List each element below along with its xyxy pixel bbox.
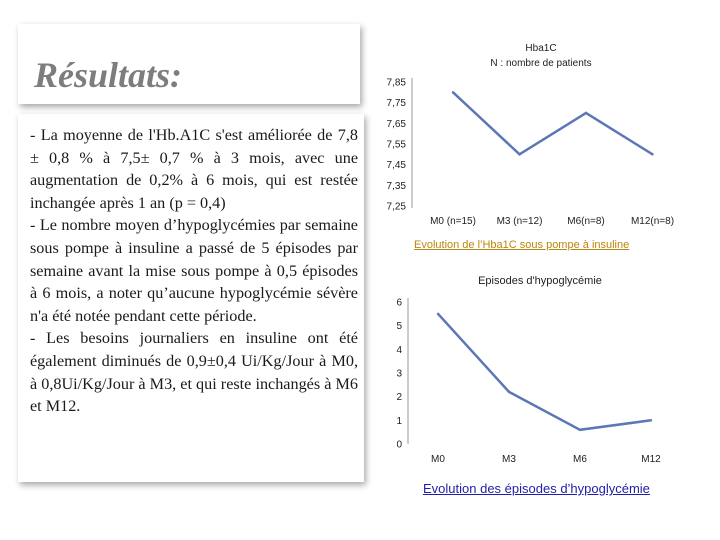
chart2-y-tick-label: 6 [396,297,402,309]
chart1-y-tick-label: 7,85 [386,77,406,89]
chart1-y-tick-label: 7,25 [386,201,406,213]
chart1-y-tick-label: 7,55 [386,139,406,151]
chart1-y-tick-label: 7,65 [386,118,406,130]
chart2-title: Episodes d'hypoglycémie [478,275,602,287]
chart1-x-tick-label: M0 (n=15) [430,216,476,227]
chart1-y-tick-label: 7,75 [386,98,406,110]
chart2-y-tick-label: 2 [396,392,402,404]
chart1-x-tick-label: M6(n=8) [567,216,605,227]
chart2-y-tick-label: 0 [396,439,402,451]
chart1-series-line [453,92,653,154]
paragraph-hba1c: - La moyenne de l'Hb.A1C s'est améliorée de 7,8 ± 0,8 % à 7,5± 0,7 % à 3 mois, avec une augmentation de 0,2% à 6 mois, qui est restée inchangée après 1 an (p = 0,4) [30,126,358,212]
chart1-y-tick-label: 7,35 [386,180,406,192]
paragraph-hypoglycemia: - Le nombre moyen d’hypoglycémies par semaine sous pompe à insuline a passé de 5 épisodes par semaine avant la mise sous pompe à 0,5 épisodes à 6 mois, a noter qu’aucune hypoglycémie sévère n'a été notée pendant cette période. [30,216,358,325]
chart-hypoglycemia [396,275,661,465]
chart2-y-tick-label: 3 [396,368,402,380]
chart2-x-tick-label: M6 [573,454,587,465]
chart2-series-line [438,314,651,430]
chart1-subtitle: N : nombre de patients [490,58,592,69]
chart2-y-tick-label: 4 [396,344,402,356]
paragraph-insulin: - Les besoins journaliers en insuline ont été également diminués de 0,9±0,4 Ui/Kg/Jour à M0, à 0,8Ui/Kg/Jour à M3, et qui reste inchangés à M6 et M12. [30,329,358,416]
chart2-y-tick-label: 1 [396,415,402,427]
chart2-x-tick-label: M12 [641,454,661,465]
chart-hba1c [387,43,675,227]
chart1-title: Hba1C [525,43,557,54]
chart2-x-tick-label: M3 [502,454,516,465]
chart2-x-tick-label: M0 [431,454,445,465]
caption-hba1c: Evolution de l’Hba1C sous pompe à insuline [414,239,630,251]
chart1-x-tick-label: M12(n=8) [630,216,675,227]
caption-hypoglycemia: Evolution des épisodes d’hypoglycémie [423,481,650,496]
chart1-y-tick-label: 7,45 [386,160,406,172]
slide-title: Résultats: [34,55,183,95]
chart2-y-tick-label: 5 [396,321,402,333]
chart1-x-tick-label: M3 (n=12) [496,216,543,227]
